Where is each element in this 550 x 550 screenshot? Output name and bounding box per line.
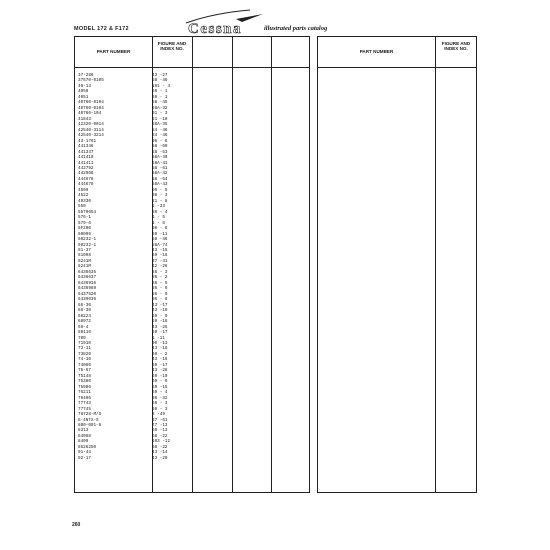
part-number-cell: 4522	[78, 193, 89, 199]
figure-index-cell: 58 -53	[152, 149, 168, 155]
figure-index-cell: 98 - 3	[152, 193, 168, 199]
figure-index-cell: 103 -12	[152, 439, 171, 445]
part-number-cell: 77743	[78, 401, 91, 407]
figure-index-cell: 58 -61	[152, 165, 168, 171]
figure-index-cell: 69 - 1	[152, 94, 168, 100]
part-number-cell: 4050	[78, 89, 89, 95]
part-number-cell: 441411	[78, 160, 94, 166]
part-number-cell: 66-30	[78, 308, 91, 314]
part-number-cell: 43-1761	[78, 138, 97, 144]
figure-index-cell: 96 - 8	[152, 138, 168, 144]
figure-index-cell: 8 -49	[152, 412, 165, 418]
figure-index-cell: 69 - 2	[152, 351, 168, 357]
figure-index-cell: 43 -28	[152, 368, 168, 374]
figure-index-cell: 43 -20	[152, 455, 168, 461]
part-number-cell: 40760-0104	[78, 100, 104, 106]
figure-index-cell: 58 -46	[152, 78, 168, 84]
figure-index-cell: 69 -10	[152, 373, 168, 379]
figure-index-cell: 86 - 4	[152, 209, 168, 215]
part-number-cell: 6436635	[78, 269, 97, 275]
figure-index-cell: 91 - 3	[152, 111, 168, 117]
figure-index-cell: 37 -41	[152, 258, 168, 264]
part-number-cell: 60232-1	[78, 237, 97, 243]
part-number-cell: 77745	[78, 406, 91, 412]
part-number-cell: 5579654	[78, 209, 97, 215]
figure-index-cell: 43 -26	[152, 324, 168, 330]
figure-index-cell: 69 -15	[152, 384, 168, 390]
part-number-cell: 66-30	[78, 302, 91, 308]
part-number-cell: 69116	[78, 330, 91, 336]
part-number-cell: 73820	[78, 351, 91, 357]
part-number-cell: 75-67	[78, 368, 91, 374]
figure-index-cell: 58 -46	[152, 237, 168, 243]
figure-index-cell: 69 -13	[152, 428, 168, 434]
figure-index-cell: 1 - 5	[152, 215, 165, 221]
part-number-cell: 91-44	[78, 450, 91, 456]
part-number-cell: 42540-3114	[78, 127, 104, 133]
figure-index-cell: 58A-41	[152, 160, 168, 166]
part-number-cell: 6436637	[78, 275, 97, 281]
part-number-cell: 40-14	[78, 83, 91, 89]
figure-index-cell: 69 - 1	[152, 89, 168, 95]
part-number-cell: 84068	[78, 433, 91, 439]
part-number-cell: 442908	[78, 171, 94, 177]
part-number-cell: 8-4NTX-S	[78, 417, 99, 423]
figure-index-cell: 58A-42	[152, 171, 168, 177]
table-header	[318, 37, 476, 68]
part-number-cell: 74060	[78, 362, 91, 368]
part-number-cell: 68972	[78, 319, 91, 325]
part-number-cell: 441347	[78, 149, 94, 155]
figure-index-cell: 58A-40	[152, 155, 168, 161]
figure-index-cell: 58A-74	[152, 242, 168, 248]
part-number-cell: 6436916	[78, 280, 97, 286]
column-header-figure-index: FIGURE AND INDEX NO.	[157, 41, 187, 52]
part-number-cell: 92-17	[78, 455, 91, 461]
table-row	[78, 456, 188, 461]
part-number-cell: 550	[78, 204, 86, 210]
part-number-cell: 76406	[78, 395, 91, 401]
page-number: 260	[72, 522, 81, 528]
figure-index-cell: 68 -22	[152, 444, 168, 450]
part-number-cell: 78728-M/S	[78, 412, 102, 418]
part-number-cell: 6439036	[78, 297, 97, 303]
part-number-cell: 37-286	[78, 73, 94, 78]
figure-index-cell: 43 -16	[152, 357, 168, 363]
column-header-part-number: PART NUMBER	[96, 49, 131, 54]
figure-index-cell: 69 - 4	[152, 390, 168, 396]
part-number-cell: 441346	[78, 144, 94, 150]
svg-text:Cessna: Cessna	[188, 21, 243, 35]
column-divider	[435, 37, 436, 492]
catalog-title: illustrated parts catalog	[264, 25, 328, 32]
part-number-cell: 74-10	[78, 357, 91, 363]
figure-index-cell: 69 -16	[152, 253, 168, 259]
part-number-cell: 69-4	[78, 324, 89, 330]
part-number-cell: 800-001-6	[78, 423, 102, 428]
figure-index-cell: 87 -61	[152, 417, 168, 423]
figure-index-cell: 69 -17	[152, 362, 168, 368]
figure-index-cell: 86 - 6	[152, 286, 168, 292]
part-number-cell: 444678	[78, 182, 94, 188]
figure-index-cell: 69 - 3	[152, 406, 168, 412]
figure-index-cell: 42 -26	[152, 264, 168, 270]
figure-index-cell: 58 -60	[152, 144, 168, 150]
figure-index-cell: 43 -18	[152, 346, 168, 352]
parts-table-right	[317, 36, 477, 493]
part-number-cell: 4509	[78, 187, 89, 193]
figure-index-cell: 86 - 8	[152, 297, 168, 303]
part-number-cell: 6241M	[78, 258, 91, 264]
part-number-cell: 60096	[78, 231, 91, 237]
figure-index-cell: 58 -54	[152, 176, 168, 182]
part-number-cell: 700	[78, 335, 86, 341]
figure-index-cell: 43 -19	[152, 308, 168, 314]
figure-index-cell: 1 -33	[152, 204, 165, 210]
figure-index-cell: 21 - 8	[152, 198, 168, 204]
part-number-cell: 579-6	[78, 220, 91, 226]
part-number-cell: 40760-0104	[78, 105, 104, 111]
figure-index-cell: 96 -32	[152, 395, 168, 401]
figure-index-cell: 68 -22	[152, 433, 168, 439]
part-number-cell: 42320-0014	[78, 122, 104, 128]
part-number-cell: 66224	[78, 313, 91, 319]
column-divider	[271, 37, 272, 492]
figure-index-cell: 58A-35	[152, 122, 168, 128]
part-number-cell: 75906	[78, 384, 91, 390]
figure-index-cell: 86 - 5	[152, 280, 168, 286]
cessna-logo	[184, 9, 264, 35]
part-number-cell: 76211	[78, 390, 91, 396]
figure-index-cell: 69 -17	[152, 330, 168, 336]
figure-index-cell: 69 - 3	[152, 401, 168, 407]
figure-index-cell: 101 - 4	[152, 83, 171, 89]
part-number-cell: 4051	[78, 94, 89, 100]
header-model: MODEL 172 & F172	[74, 26, 129, 32]
part-number-cell: 6F200	[78, 226, 91, 232]
figure-index-cell: 69 - 9	[152, 313, 168, 319]
part-number-cell: 75380	[78, 379, 91, 385]
figure-index-cell: 58A-32	[152, 105, 168, 111]
figure-index-cell: 21 -10	[152, 116, 168, 122]
figure-index-cell: 84 -46	[152, 127, 168, 133]
part-number-cell: 61098	[78, 253, 91, 259]
part-number-cell: 37570-0105	[78, 78, 104, 84]
part-number-cell: 41843	[78, 116, 91, 122]
part-number-cell: 42540-3214	[78, 133, 104, 139]
part-number-cell: 8313	[78, 428, 89, 434]
part-number-cell: 71910	[78, 340, 91, 346]
figure-index-cell: 43 -14	[152, 450, 168, 456]
part-number-cell: 6437520	[78, 291, 97, 297]
figure-index-cell: 58A-43	[152, 182, 168, 188]
part-number-cell: 73-11	[78, 346, 91, 352]
figure-index-cell: 84 -46	[152, 133, 168, 139]
part-number-cell: 49330	[78, 198, 91, 204]
figure-index-cell: 1 - 6	[152, 220, 165, 226]
figure-index-cell: 86 - 2	[152, 275, 168, 281]
part-number-cell: 8526250	[78, 444, 97, 450]
column-header-part-number: PART NUMBER	[359, 49, 394, 54]
figure-index-cell: 96 - 8	[152, 226, 168, 232]
part-number-cell: 6241M	[78, 264, 91, 270]
part-number-cell: 441410	[78, 155, 94, 161]
column-divider	[232, 37, 233, 492]
part-number-cell: 444678	[78, 176, 94, 182]
parts-table-left	[74, 36, 310, 493]
figure-index-cell: 43 -27	[152, 73, 168, 78]
part-number-cell: 61-37	[78, 248, 91, 253]
part-number-cell: 576-1	[78, 215, 91, 221]
figure-index-cell: 43 -15	[152, 248, 168, 253]
part-number-cell: 75148	[78, 373, 91, 379]
figure-index-cell: 69 -11	[152, 231, 168, 237]
part-number-cell: 442792	[78, 165, 94, 171]
figure-index-cell: 69 -16	[152, 319, 168, 325]
column-header-figure-index: FIGURE AND INDEX NO.	[441, 41, 471, 52]
part-number-cell: 6436989	[78, 286, 97, 292]
figure-index-cell: 1 -11	[152, 335, 165, 341]
figure-index-cell: 86 - 9	[152, 291, 168, 297]
column-divider	[192, 37, 193, 492]
figure-index-cell: 43 -17	[152, 302, 168, 308]
part-number-cell: 8409	[78, 439, 89, 445]
figure-index-cell: 77 -13	[152, 423, 168, 428]
parts-list	[78, 73, 188, 461]
figure-index-cell: 99 - 5	[152, 187, 168, 193]
figure-index-cell: 86 - 3	[152, 269, 168, 275]
figure-index-cell: 69 - 6	[152, 379, 168, 385]
figure-index-cell: 58 -45	[152, 100, 168, 106]
part-number-cell: 40760-104	[78, 111, 102, 117]
part-number-cell: 60232-1	[78, 242, 97, 248]
figure-index-cell: 90 -13	[152, 340, 168, 346]
